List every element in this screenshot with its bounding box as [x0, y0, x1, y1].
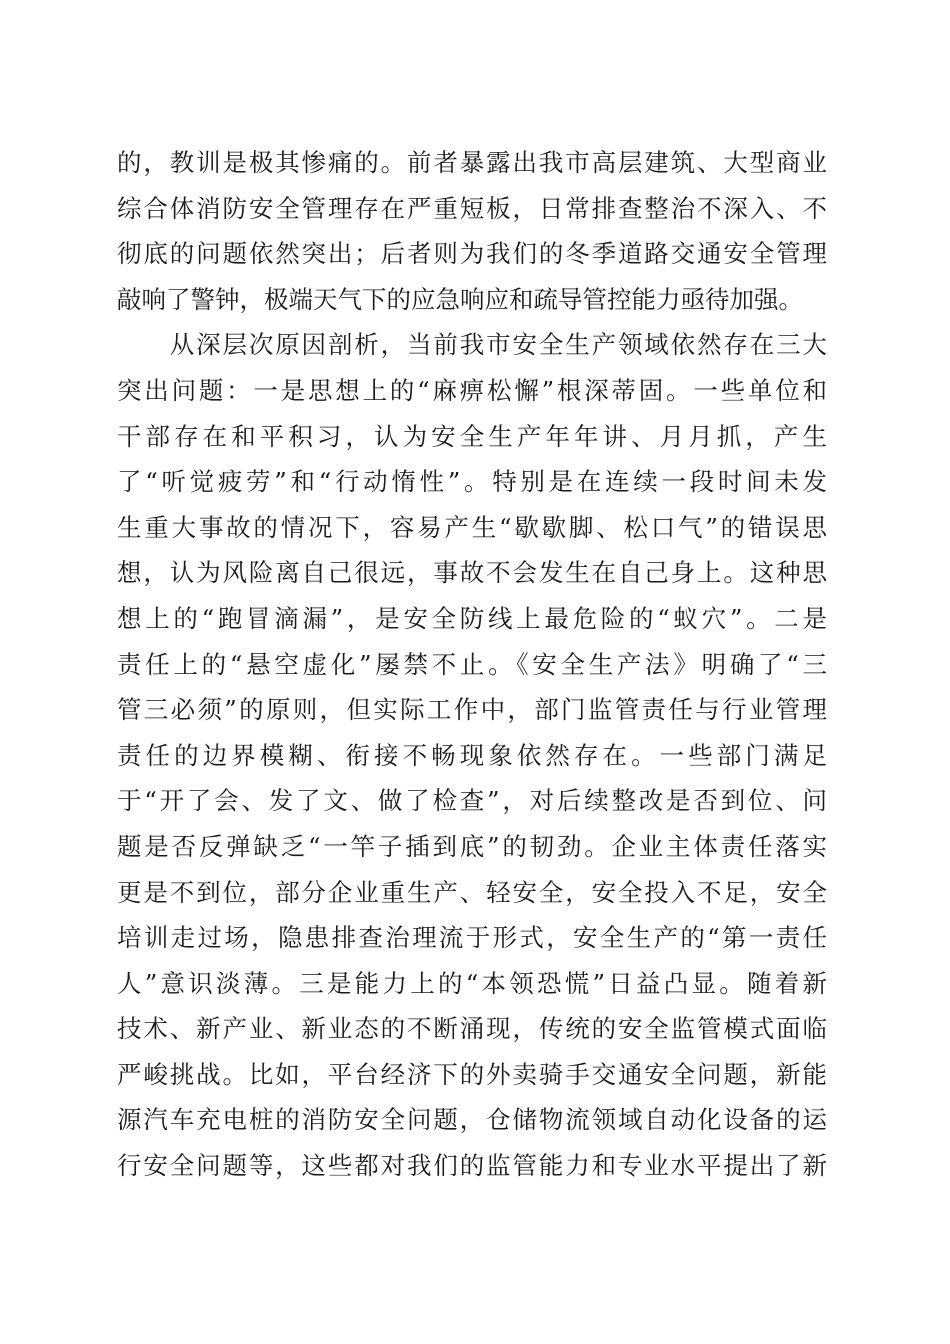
text-line: 突出问题：一是思想上的“麻痹松懈”根深蒂固。一些单位和 — [117, 375, 827, 405]
text-line: 了“听觉疲劳”和“行动惰性”。特别是在连续一段时间未发 — [117, 467, 827, 497]
text-line: 想，认为风险离自己很远，事故不会发生在自己身上。这种思 — [117, 558, 827, 588]
text-line: 敲响了警钟，极端天气下的应急响应和疏导管控能力亟待加强。 — [117, 284, 803, 314]
text-line: 想上的“跑冒滴漏”，是安全防线上最危险的“蚁穴”。二是 — [117, 603, 827, 633]
text-line: 技术、新产业、新业态的不断涌现，传统的安全监管模式面临 — [117, 1014, 827, 1044]
body-text — [117, 140, 827, 1189]
text-line: 更是不到位，部分企业重生产、轻安全，安全投入不足，安全 — [117, 877, 827, 907]
text-line: 于“开了会、发了文、做了检查”，对后续整改是否到位、问 — [117, 786, 827, 816]
text-line: 严峻挑战。比如，平台经济下的外卖骑手交通安全问题，新能 — [117, 1059, 827, 1089]
text-line: 人”意识淡薄。三是能力上的“本领恐慌”日益凸显。随着新 — [117, 968, 827, 998]
text-line: 综合体消防安全管理存在严重短板，日常排查整治不深入、不 — [117, 193, 827, 223]
text-line: 源汽车充电桩的消防安全问题，仓储物流领域自动化设备的运 — [117, 1105, 827, 1135]
text-line: 行安全问题等，这些都对我们的监管能力和专业水平提出了新 — [117, 1151, 827, 1181]
text-line: 从深层次原因剖析，当前我市安全生产领域依然存在三大 — [117, 330, 827, 360]
text-line: 彻底的问题依然突出；后者则为我们的冬季道路交通安全管理 — [117, 239, 827, 269]
text-line: 的，教训是极其惨痛的。前者暴露出我市高层建筑、大型商业 — [117, 148, 827, 177]
text-line: 生重大事故的情况下，容易产生“歇歇脚、松口气”的错误思 — [117, 512, 827, 542]
text-line: 责任的边界模糊、衔接不畅现象依然存在。一些部门满足 — [117, 740, 827, 770]
text-line: 管三必须”的原则，但实际工作中，部门监管责任与行业管理 — [117, 695, 827, 725]
text-line: 干部存在和平积习，认为安全生产年年讲、月月抓，产生 — [117, 421, 827, 451]
text-line: 责任上的“悬空虚化”屡禁不止。《安全生产法》明确了“三 — [117, 649, 827, 679]
text-line: 培训走过场，隐患排查治理流于形式，安全生产的“第一责任 — [117, 923, 827, 953]
text-line: 题是否反弹缺乏“一竿子插到底”的韧劲。企业主体责任落实 — [117, 831, 827, 861]
